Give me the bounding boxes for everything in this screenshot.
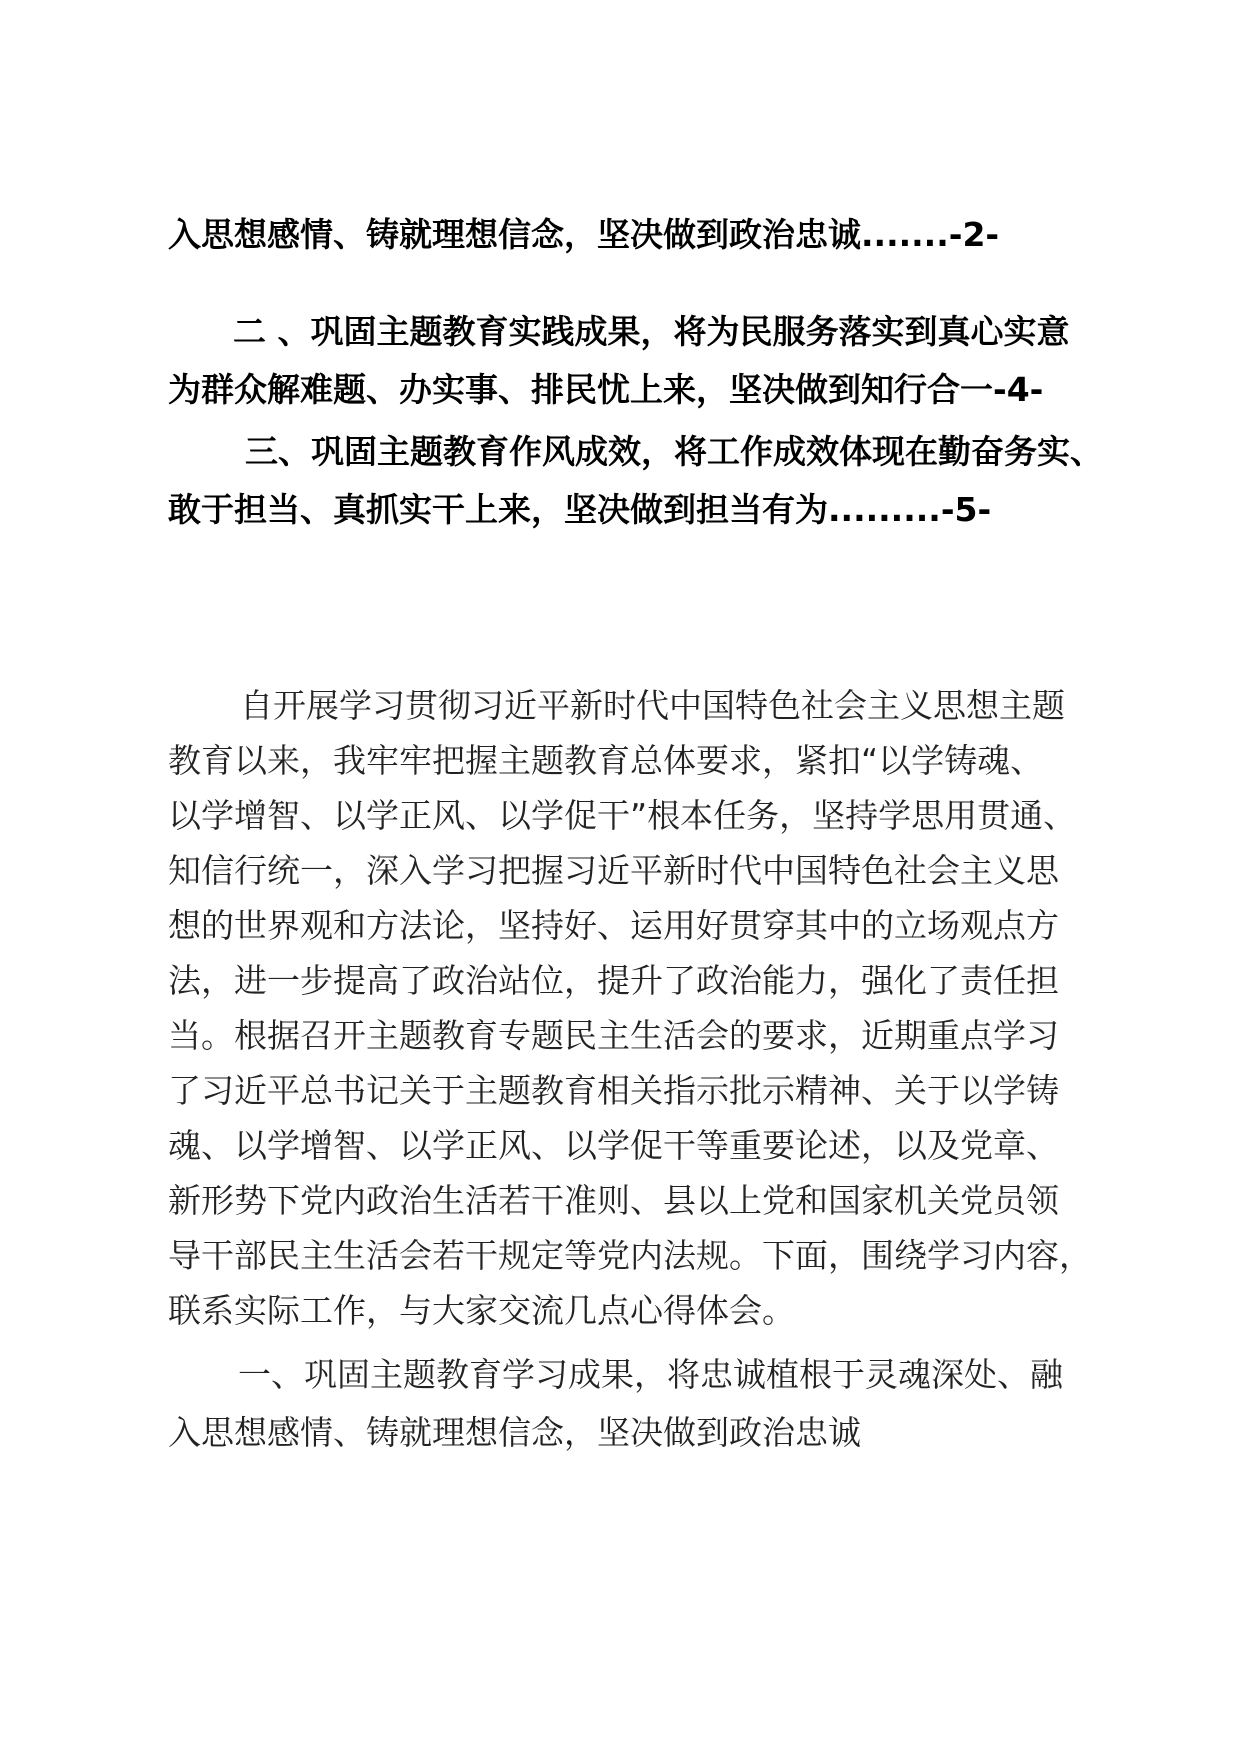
section-1-heading-line-2: 入思想感情、铸就理想信念，坚决做到政治忠诚 (168, 1413, 861, 1452)
section-1-heading-line-1: 一、巩固主题教育学习成果，将忠诚植根于灵魂深处、融 (238, 1355, 1063, 1394)
toc-item-3-line-2[interactable]: 敢于担当、真抓实干上来，坚决做到担当有为.........-5- (168, 490, 992, 529)
intro-line: 当。根据召开主题教育专题民主生活会的要求，近期重点学习 (168, 1016, 1059, 1055)
intro-line: 法，进一步提高了政治站位，提升了政治能力，强化了责任担 (168, 961, 1059, 1000)
toc-item-3-line-1[interactable]: 三、巩固主题教育作风成效，将工作成效体现在勤奋务实、 (245, 432, 1103, 471)
intro-line: 魂、以学增智、以学正风、以学促干等重要论述，以及党章、 (168, 1126, 1059, 1165)
toc-item-2-line-1[interactable]: 二 、巩固主题教育实践成果，将为民服务落实到真心实意 (233, 312, 1070, 351)
intro-line: 导干部民主生活会若干规定等党内法规。下面，围绕学习内容， (168, 1236, 1092, 1275)
intro-line: 自开展学习贯彻习近平新时代中国特色社会主义思想主题 (240, 686, 1065, 725)
toc-item-2-line-2[interactable]: 为群众解难题、办实事、排民忧上来，坚决做到知行合一-4- (168, 370, 1044, 409)
intro-line: 以学增智、以学正风、以学促干”根本任务，坚持学思用贯通、 (168, 796, 1077, 835)
intro-line: 知信行统一，深入学习把握习近平新时代中国特色社会主义思 (168, 851, 1059, 890)
intro-line: 新形势下党内政治生活若干准则、县以上党和国家机关党员领 (168, 1181, 1059, 1220)
toc-item-1-continued[interactable]: 入思想感情、铸就理想信念，坚决做到政治忠诚.......-2- (168, 215, 1000, 254)
intro-line: 教育以来，我牢牢把握主题教育总体要求，紧扣“以学铸魂、 (168, 741, 1044, 780)
intro-line: 想的世界观和方法论，坚持好、运用好贯穿其中的立场观点方 (168, 906, 1059, 945)
intro-line: 了习近平总书记关于主题教育相关指示批示精神、关于以学铸 (168, 1071, 1059, 1110)
intro-paragraph (168, 678, 1092, 1338)
intro-line: 联系实际工作，与大家交流几点心得体会。 (168, 1291, 795, 1330)
